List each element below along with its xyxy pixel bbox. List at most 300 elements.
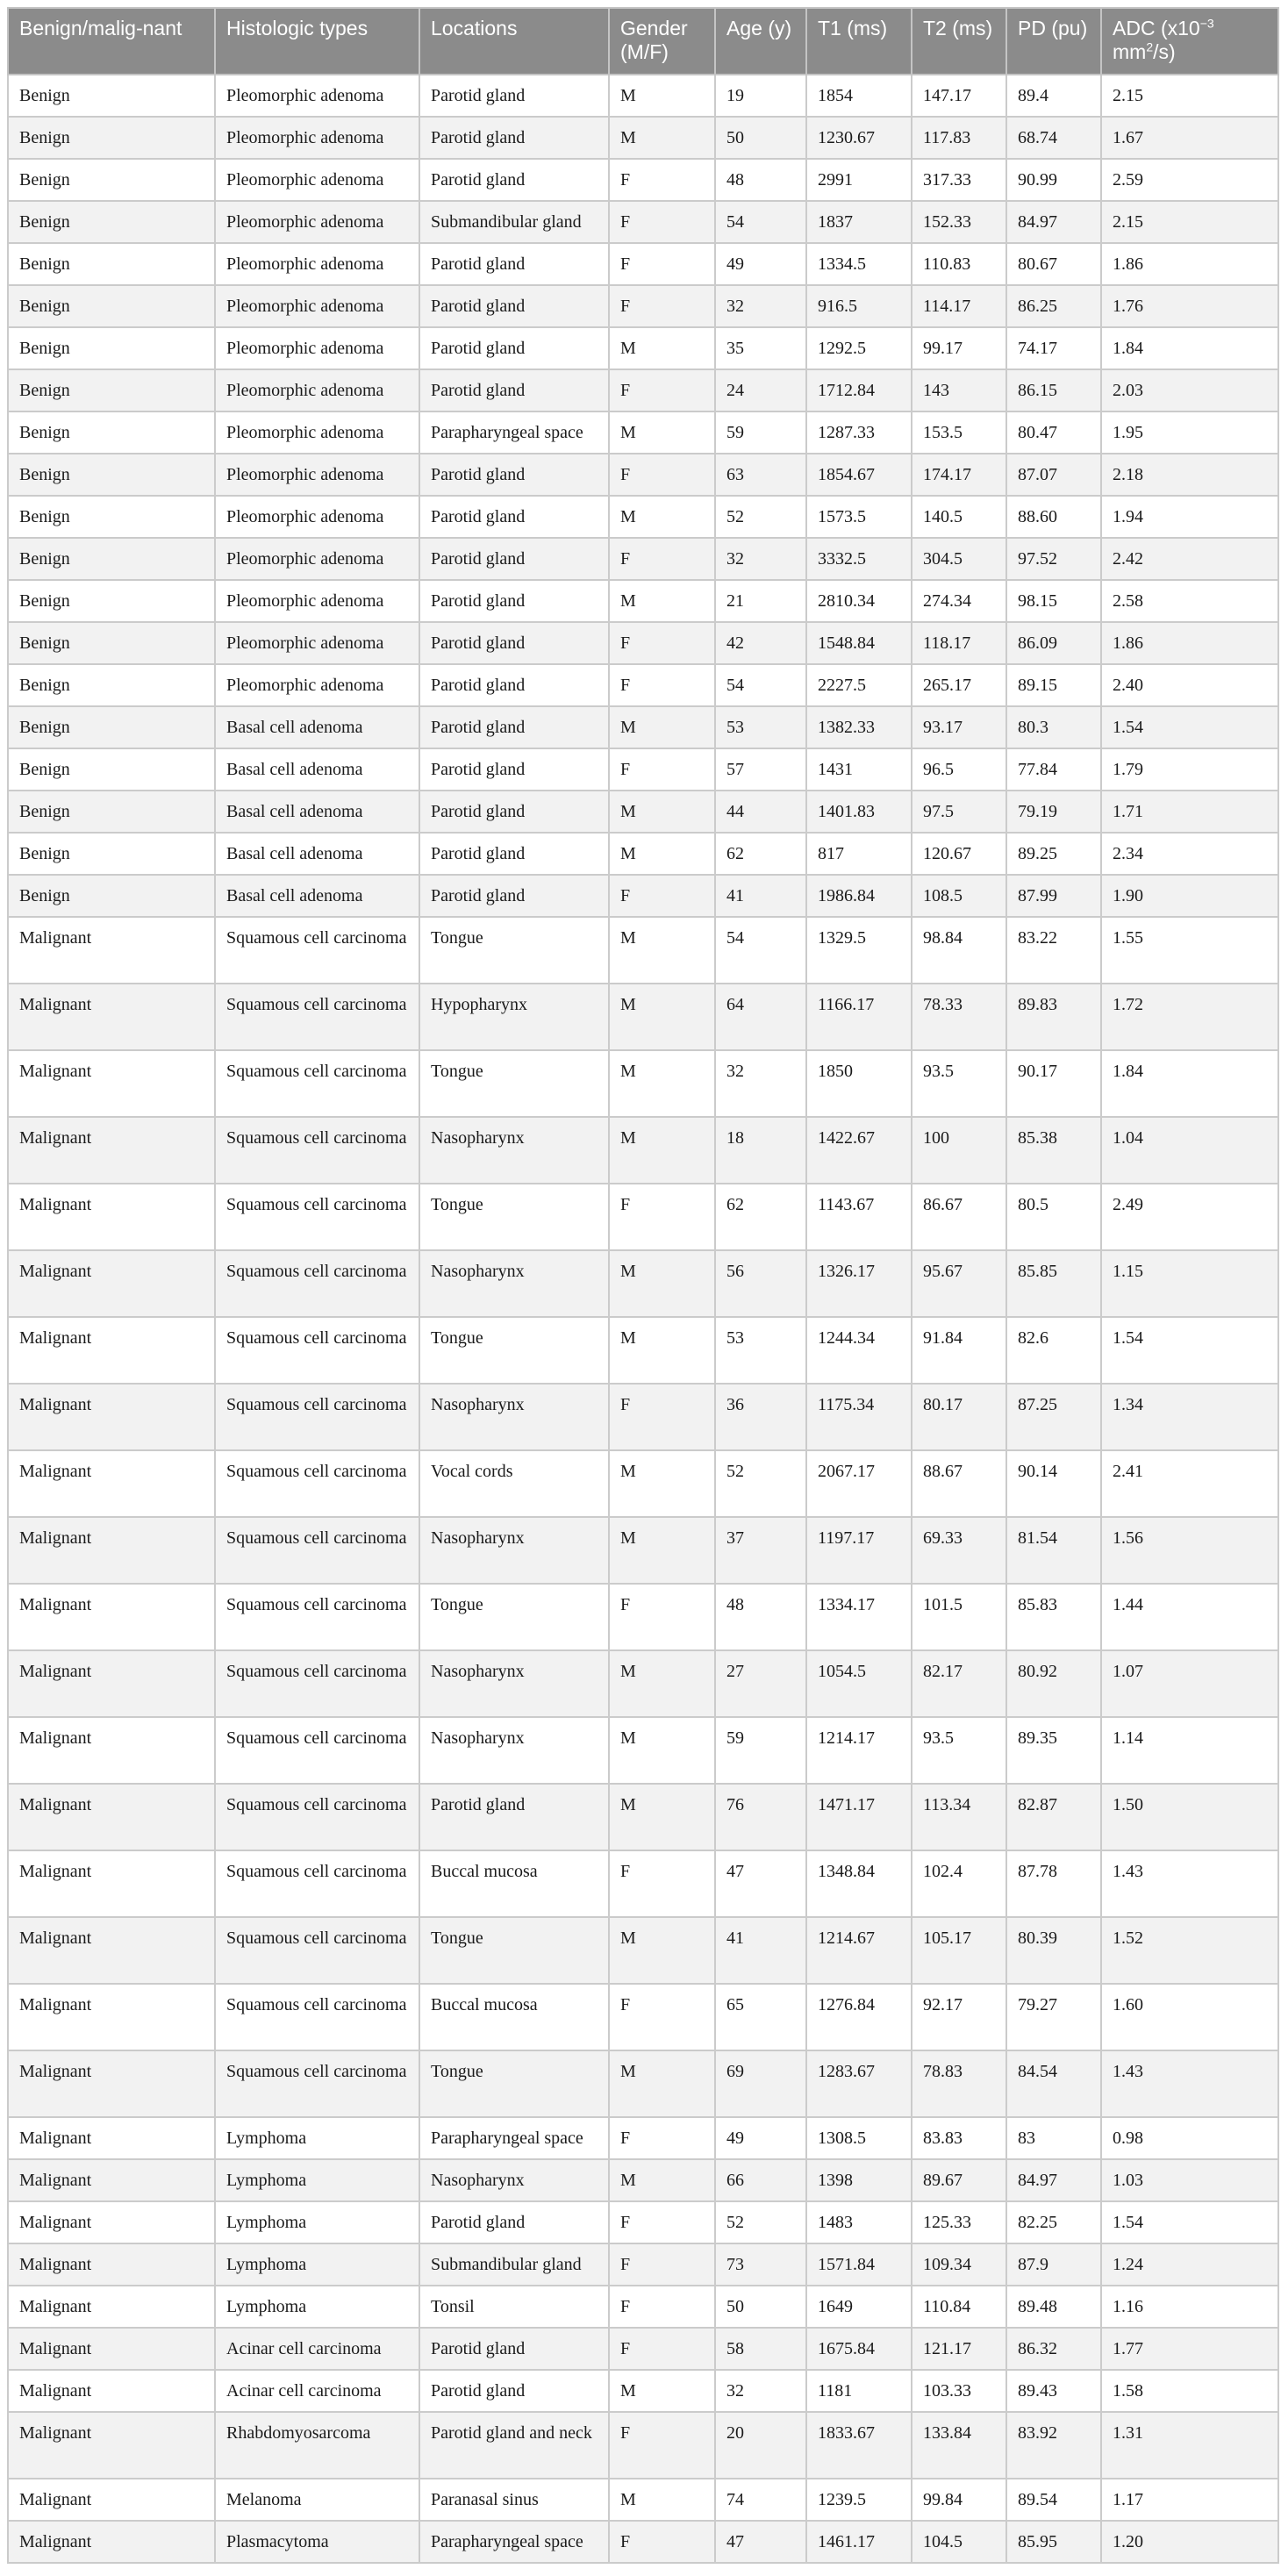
table-row (8, 984, 1278, 1050)
cell-location: Submandibular gland (419, 2243, 609, 2286)
cell-histologic-type: Squamous cell carcinoma (215, 1184, 419, 1250)
cell-age: 32 (715, 538, 806, 580)
header-age: Age (y) (715, 8, 806, 75)
table-row (8, 327, 1278, 369)
cell-age: 48 (715, 159, 806, 201)
cell-t1: 1986.84 (806, 875, 912, 917)
table-row (8, 1917, 1278, 1984)
cell-adc: 1.43 (1101, 2050, 1278, 2117)
cell-histologic-type: Basal cell adenoma (215, 748, 419, 791)
cell-pd: 83.22 (1006, 917, 1101, 984)
cell-adc: 0.98 (1101, 2117, 1278, 2159)
cell-gender: F (609, 622, 715, 664)
cell-gender: F (609, 2521, 715, 2563)
cell-adc: 1.54 (1101, 706, 1278, 748)
cell-histologic-type: Pleomorphic adenoma (215, 285, 419, 327)
cell-t2: 99.84 (912, 2479, 1006, 2521)
cell-t2: 80.17 (912, 1384, 1006, 1450)
cell-age: 58 (715, 2328, 806, 2370)
cell-benign-malignant: Benign (8, 285, 215, 327)
cell-pd: 88.60 (1006, 496, 1101, 538)
cell-pd: 85.83 (1006, 1584, 1101, 1650)
header-adc-suffix: /s) (1153, 40, 1176, 63)
table-row (8, 917, 1278, 984)
cell-location: Tongue (419, 2050, 609, 2117)
table-row (8, 1784, 1278, 1850)
cell-gender: F (609, 2328, 715, 2370)
cell-histologic-type: Basal cell adenoma (215, 833, 419, 875)
cell-benign-malignant: Benign (8, 327, 215, 369)
table-row (8, 791, 1278, 833)
cell-pd: 80.3 (1006, 706, 1101, 748)
cell-adc: 1.60 (1101, 1984, 1278, 2050)
cell-t2: 152.33 (912, 201, 1006, 243)
table-row (8, 1117, 1278, 1184)
cell-gender: M (609, 1117, 715, 1184)
cell-pd: 85.38 (1006, 1117, 1101, 1184)
cell-pd: 77.84 (1006, 748, 1101, 791)
cell-adc: 1.79 (1101, 748, 1278, 791)
header-t1: T1 (ms) (806, 8, 912, 75)
cell-histologic-type: Basal cell adenoma (215, 875, 419, 917)
cell-histologic-type: Pleomorphic adenoma (215, 327, 419, 369)
cell-adc: 1.58 (1101, 2370, 1278, 2412)
cell-pd: 86.32 (1006, 2328, 1101, 2370)
cell-histologic-type: Pleomorphic adenoma (215, 159, 419, 201)
cell-location: Parotid gland (419, 622, 609, 664)
cell-benign-malignant: Benign (8, 748, 215, 791)
table-row (8, 1984, 1278, 2050)
cell-histologic-type: Squamous cell carcinoma (215, 1384, 419, 1450)
cell-t1: 1054.5 (806, 1650, 912, 1717)
cell-t2: 93.17 (912, 706, 1006, 748)
header-histologic-types: Histologic types (215, 8, 419, 75)
cell-t2: 265.17 (912, 664, 1006, 706)
cell-adc: 1.43 (1101, 1850, 1278, 1917)
cell-benign-malignant: Malignant (8, 1717, 215, 1784)
cell-t2: 304.5 (912, 538, 1006, 580)
cell-location: Parotid gland (419, 369, 609, 411)
cell-t1: 2991 (806, 159, 912, 201)
cell-t1: 1833.67 (806, 2412, 912, 2479)
header-adc (1101, 8, 1278, 75)
table-row (8, 75, 1278, 117)
cell-age: 49 (715, 2117, 806, 2159)
cell-gender: F (609, 748, 715, 791)
cell-t2: 78.83 (912, 2050, 1006, 2117)
cell-t1: 1326.17 (806, 1250, 912, 1317)
cell-pd: 89.35 (1006, 1717, 1101, 1784)
cell-pd: 97.52 (1006, 538, 1101, 580)
cell-age: 59 (715, 411, 806, 454)
cell-gender: M (609, 1050, 715, 1117)
cell-gender: F (609, 285, 715, 327)
cell-pd: 89.83 (1006, 984, 1101, 1050)
cell-age: 50 (715, 2286, 806, 2328)
cell-benign-malignant: Malignant (8, 2050, 215, 2117)
cell-histologic-type: Pleomorphic adenoma (215, 496, 419, 538)
cell-adc: 1.84 (1101, 327, 1278, 369)
cell-gender: M (609, 327, 715, 369)
cell-adc: 1.94 (1101, 496, 1278, 538)
cell-age: 41 (715, 875, 806, 917)
cell-gender: F (609, 243, 715, 285)
cell-location: Hypopharynx (419, 984, 609, 1050)
cell-pd: 84.97 (1006, 2159, 1101, 2201)
cell-pd: 86.15 (1006, 369, 1101, 411)
cell-t1: 2227.5 (806, 664, 912, 706)
table-row (8, 285, 1278, 327)
cell-histologic-type: Squamous cell carcinoma (215, 1850, 419, 1917)
cell-gender: M (609, 1650, 715, 1717)
cell-age: 59 (715, 1717, 806, 1784)
cell-gender: F (609, 2286, 715, 2328)
cell-location: Tongue (419, 1184, 609, 1250)
cell-t2: 109.34 (912, 2243, 1006, 2286)
cell-gender: M (609, 2050, 715, 2117)
cell-age: 49 (715, 243, 806, 285)
cell-location: Parotid gland (419, 664, 609, 706)
cell-t2: 153.5 (912, 411, 1006, 454)
cell-adc: 1.31 (1101, 2412, 1278, 2479)
cell-t2: 96.5 (912, 748, 1006, 791)
cell-pd: 90.99 (1006, 159, 1101, 201)
cell-location: Tongue (419, 1584, 609, 1650)
cell-benign-malignant: Malignant (8, 2370, 215, 2412)
cell-t1: 916.5 (806, 285, 912, 327)
cell-age: 20 (715, 2412, 806, 2479)
cell-benign-malignant: Benign (8, 75, 215, 117)
cell-histologic-type: Melanoma (215, 2479, 419, 2521)
table-row (8, 2243, 1278, 2286)
cell-adc: 1.72 (1101, 984, 1278, 1050)
cell-t1: 1837 (806, 201, 912, 243)
cell-t1: 1483 (806, 2201, 912, 2243)
cell-benign-malignant: Malignant (8, 1784, 215, 1850)
cell-adc: 1.15 (1101, 1250, 1278, 1317)
cell-histologic-type: Squamous cell carcinoma (215, 1450, 419, 1517)
cell-gender: F (609, 201, 715, 243)
cell-gender: M (609, 117, 715, 159)
cell-benign-malignant: Malignant (8, 2412, 215, 2479)
table-row (8, 2412, 1278, 2479)
cell-pd: 87.25 (1006, 1384, 1101, 1450)
cell-adc: 1.17 (1101, 2479, 1278, 2521)
cell-t1: 1398 (806, 2159, 912, 2201)
cell-t1: 1143.67 (806, 1184, 912, 1250)
cell-gender: F (609, 2117, 715, 2159)
cell-t1: 1214.17 (806, 1717, 912, 1784)
table-row (8, 2328, 1278, 2370)
cell-benign-malignant: Malignant (8, 1584, 215, 1650)
table-row (8, 369, 1278, 411)
cell-age: 53 (715, 1317, 806, 1384)
cell-age: 44 (715, 791, 806, 833)
cell-t1: 1308.5 (806, 2117, 912, 2159)
cell-adc: 1.16 (1101, 2286, 1278, 2328)
cell-location: Tongue (419, 1050, 609, 1117)
cell-pd: 81.54 (1006, 1517, 1101, 1584)
cell-t1: 3332.5 (806, 538, 912, 580)
cell-benign-malignant: Malignant (8, 917, 215, 984)
cell-t2: 143 (912, 369, 1006, 411)
cell-t2: 103.33 (912, 2370, 1006, 2412)
cell-pd: 83 (1006, 2117, 1101, 2159)
cell-gender: M (609, 2159, 715, 2201)
table-row (8, 496, 1278, 538)
cell-gender: F (609, 1184, 715, 1250)
cell-t2: 69.33 (912, 1517, 1006, 1584)
cell-benign-malignant: Malignant (8, 1317, 215, 1384)
cell-age: 50 (715, 117, 806, 159)
cell-adc: 1.54 (1101, 1317, 1278, 1384)
cell-gender: M (609, 917, 715, 984)
cell-t1: 1348.84 (806, 1850, 912, 1917)
cell-pd: 80.39 (1006, 1917, 1101, 1984)
cell-location: Parotid gland (419, 2328, 609, 2370)
cell-t2: 120.67 (912, 833, 1006, 875)
cell-gender: F (609, 875, 715, 917)
table-row (8, 1717, 1278, 1784)
cell-location: Parotid gland (419, 833, 609, 875)
cell-pd: 98.15 (1006, 580, 1101, 622)
cell-histologic-type: Pleomorphic adenoma (215, 622, 419, 664)
cell-gender: M (609, 1784, 715, 1850)
cell-location: Nasopharynx (419, 1650, 609, 1717)
cell-t2: 102.4 (912, 1850, 1006, 1917)
cell-age: 42 (715, 622, 806, 664)
table-row (8, 1517, 1278, 1584)
cell-location: Tongue (419, 1917, 609, 1984)
cell-benign-malignant: Benign (8, 411, 215, 454)
cell-benign-malignant: Benign (8, 833, 215, 875)
table-row (8, 411, 1278, 454)
cell-adc: 2.58 (1101, 580, 1278, 622)
cell-location: Paranasal sinus (419, 2479, 609, 2521)
cell-gender: F (609, 2201, 715, 2243)
table-row (8, 1317, 1278, 1384)
cell-pd: 87.9 (1006, 2243, 1101, 2286)
cell-age: 76 (715, 1784, 806, 1850)
cell-age: 35 (715, 327, 806, 369)
header-row (8, 8, 1278, 75)
cell-pd: 89.15 (1006, 664, 1101, 706)
cell-age: 52 (715, 2201, 806, 2243)
cell-histologic-type: Acinar cell carcinoma (215, 2370, 419, 2412)
cell-histologic-type: Pleomorphic adenoma (215, 117, 419, 159)
cell-adc: 2.03 (1101, 369, 1278, 411)
cell-t1: 1675.84 (806, 2328, 912, 2370)
cell-location: Tonsil (419, 2286, 609, 2328)
table-row (8, 1584, 1278, 1650)
cell-age: 48 (715, 1584, 806, 1650)
cell-t2: 82.17 (912, 1650, 1006, 1717)
cell-t1: 1571.84 (806, 2243, 912, 2286)
header-adc-unit-exponent: 2 (1146, 39, 1154, 54)
cell-benign-malignant: Malignant (8, 2201, 215, 2243)
cell-histologic-type: Squamous cell carcinoma (215, 1584, 419, 1650)
cell-location: Nasopharynx (419, 1250, 609, 1317)
cell-t2: 97.5 (912, 791, 1006, 833)
cell-t1: 1175.34 (806, 1384, 912, 1450)
cell-age: 32 (715, 2370, 806, 2412)
cell-t2: 78.33 (912, 984, 1006, 1050)
cell-adc: 2.42 (1101, 538, 1278, 580)
cell-histologic-type: Squamous cell carcinoma (215, 984, 419, 1050)
cell-age: 53 (715, 706, 806, 748)
cell-t2: 113.34 (912, 1784, 1006, 1850)
table-row (8, 201, 1278, 243)
cell-benign-malignant: Malignant (8, 1250, 215, 1317)
cell-gender: M (609, 1250, 715, 1317)
cell-adc: 1.86 (1101, 622, 1278, 664)
cell-pd: 89.25 (1006, 833, 1101, 875)
table-row (8, 875, 1278, 917)
cell-pd: 79.19 (1006, 791, 1101, 833)
cell-benign-malignant: Malignant (8, 2286, 215, 2328)
cell-benign-malignant: Malignant (8, 2521, 215, 2563)
table-row (8, 159, 1278, 201)
cell-t1: 1292.5 (806, 327, 912, 369)
cell-t2: 105.17 (912, 1917, 1006, 1984)
cell-location: Buccal mucosa (419, 1850, 609, 1917)
cell-age: 41 (715, 1917, 806, 1984)
cell-pd: 83.92 (1006, 2412, 1101, 2479)
cell-t1: 1712.84 (806, 369, 912, 411)
cell-histologic-type: Squamous cell carcinoma (215, 1984, 419, 2050)
cell-location: Nasopharynx (419, 1717, 609, 1784)
cell-t2: 91.84 (912, 1317, 1006, 1384)
cell-t2: 88.67 (912, 1450, 1006, 1517)
cell-age: 52 (715, 1450, 806, 1517)
cell-age: 65 (715, 1984, 806, 2050)
cell-histologic-type: Squamous cell carcinoma (215, 1517, 419, 1584)
cell-t1: 1244.34 (806, 1317, 912, 1384)
cell-pd: 87.07 (1006, 454, 1101, 496)
table-row (8, 580, 1278, 622)
cell-adc: 1.67 (1101, 117, 1278, 159)
cell-age: 54 (715, 201, 806, 243)
cell-benign-malignant: Malignant (8, 1517, 215, 1584)
cell-t2: 89.67 (912, 2159, 1006, 2201)
cell-t1: 1422.67 (806, 1117, 912, 1184)
cell-pd: 89.54 (1006, 2479, 1101, 2521)
cell-adc: 1.34 (1101, 1384, 1278, 1450)
cell-t1: 1573.5 (806, 496, 912, 538)
cell-histologic-type: Pleomorphic adenoma (215, 580, 419, 622)
cell-pd: 85.95 (1006, 2521, 1101, 2563)
table-row (8, 622, 1278, 664)
cell-gender: F (609, 2412, 715, 2479)
cell-benign-malignant: Benign (8, 117, 215, 159)
cell-histologic-type: Squamous cell carcinoma (215, 1050, 419, 1117)
cell-histologic-type: Pleomorphic adenoma (215, 243, 419, 285)
header-locations: Locations (419, 8, 609, 75)
cell-location: Parapharyngeal space (419, 411, 609, 454)
cell-t2: 99.17 (912, 327, 1006, 369)
cell-location: Parotid gland (419, 706, 609, 748)
cell-t1: 1287.33 (806, 411, 912, 454)
cell-histologic-type: Pleomorphic adenoma (215, 664, 419, 706)
cell-t2: 147.17 (912, 75, 1006, 117)
cell-gender: F (609, 454, 715, 496)
cell-t2: 274.34 (912, 580, 1006, 622)
cell-location: Parapharyngeal space (419, 2521, 609, 2563)
cell-t2: 95.67 (912, 1250, 1006, 1317)
table-row (8, 748, 1278, 791)
cell-t1: 1329.5 (806, 917, 912, 984)
cell-benign-malignant: Malignant (8, 1384, 215, 1450)
header-benign-malignant: Benign/malig-nant (8, 8, 215, 75)
cell-gender: F (609, 1984, 715, 2050)
cell-benign-malignant: Malignant (8, 1917, 215, 1984)
cell-benign-malignant: Benign (8, 791, 215, 833)
cell-pd: 82.87 (1006, 1784, 1101, 1850)
cell-pd: 74.17 (1006, 327, 1101, 369)
cell-histologic-type: Acinar cell carcinoma (215, 2328, 419, 2370)
table-row (8, 1650, 1278, 1717)
cell-age: 62 (715, 833, 806, 875)
table-row (8, 706, 1278, 748)
cell-histologic-type: Pleomorphic adenoma (215, 75, 419, 117)
cell-age: 62 (715, 1184, 806, 1250)
cell-age: 36 (715, 1384, 806, 1450)
cell-t1: 1181 (806, 2370, 912, 2412)
table-row (8, 454, 1278, 496)
cell-t2: 118.17 (912, 622, 1006, 664)
cell-location: Parapharyngeal space (419, 2117, 609, 2159)
table-row (8, 1384, 1278, 1450)
cell-age: 54 (715, 664, 806, 706)
cell-age: 74 (715, 2479, 806, 2521)
cell-benign-malignant: Benign (8, 243, 215, 285)
cell-age: 27 (715, 1650, 806, 1717)
cell-adc: 1.52 (1101, 1917, 1278, 1984)
cell-pd: 87.78 (1006, 1850, 1101, 1917)
cell-age: 73 (715, 2243, 806, 2286)
cell-histologic-type: Lymphoma (215, 2201, 419, 2243)
cell-location: Nasopharynx (419, 2159, 609, 2201)
cell-gender: M (609, 984, 715, 1050)
cell-t2: 110.84 (912, 2286, 1006, 2328)
cell-adc: 1.56 (1101, 1517, 1278, 1584)
cell-age: 24 (715, 369, 806, 411)
table-row (8, 2521, 1278, 2563)
cell-location: Nasopharynx (419, 1517, 609, 1584)
table-row (8, 117, 1278, 159)
cell-pd: 89.48 (1006, 2286, 1101, 2328)
cell-gender: F (609, 664, 715, 706)
cell-location: Vocal cords (419, 1450, 609, 1517)
cell-pd: 85.85 (1006, 1250, 1101, 1317)
cell-location: Parotid gland (419, 748, 609, 791)
cell-histologic-type: Squamous cell carcinoma (215, 1117, 419, 1184)
cell-histologic-type: Squamous cell carcinoma (215, 1784, 419, 1850)
table-row (8, 1450, 1278, 1517)
cell-gender: M (609, 2479, 715, 2521)
cell-t2: 125.33 (912, 2201, 1006, 2243)
cell-age: 64 (715, 984, 806, 1050)
cell-gender: F (609, 1384, 715, 1450)
cell-adc: 2.34 (1101, 833, 1278, 875)
cell-benign-malignant: Malignant (8, 984, 215, 1050)
cell-benign-malignant: Benign (8, 580, 215, 622)
table-body (8, 75, 1278, 2563)
cell-t2: 93.5 (912, 1717, 1006, 1784)
cell-benign-malignant: Benign (8, 664, 215, 706)
cell-histologic-type: Pleomorphic adenoma (215, 454, 419, 496)
cell-t2: 86.67 (912, 1184, 1006, 1250)
